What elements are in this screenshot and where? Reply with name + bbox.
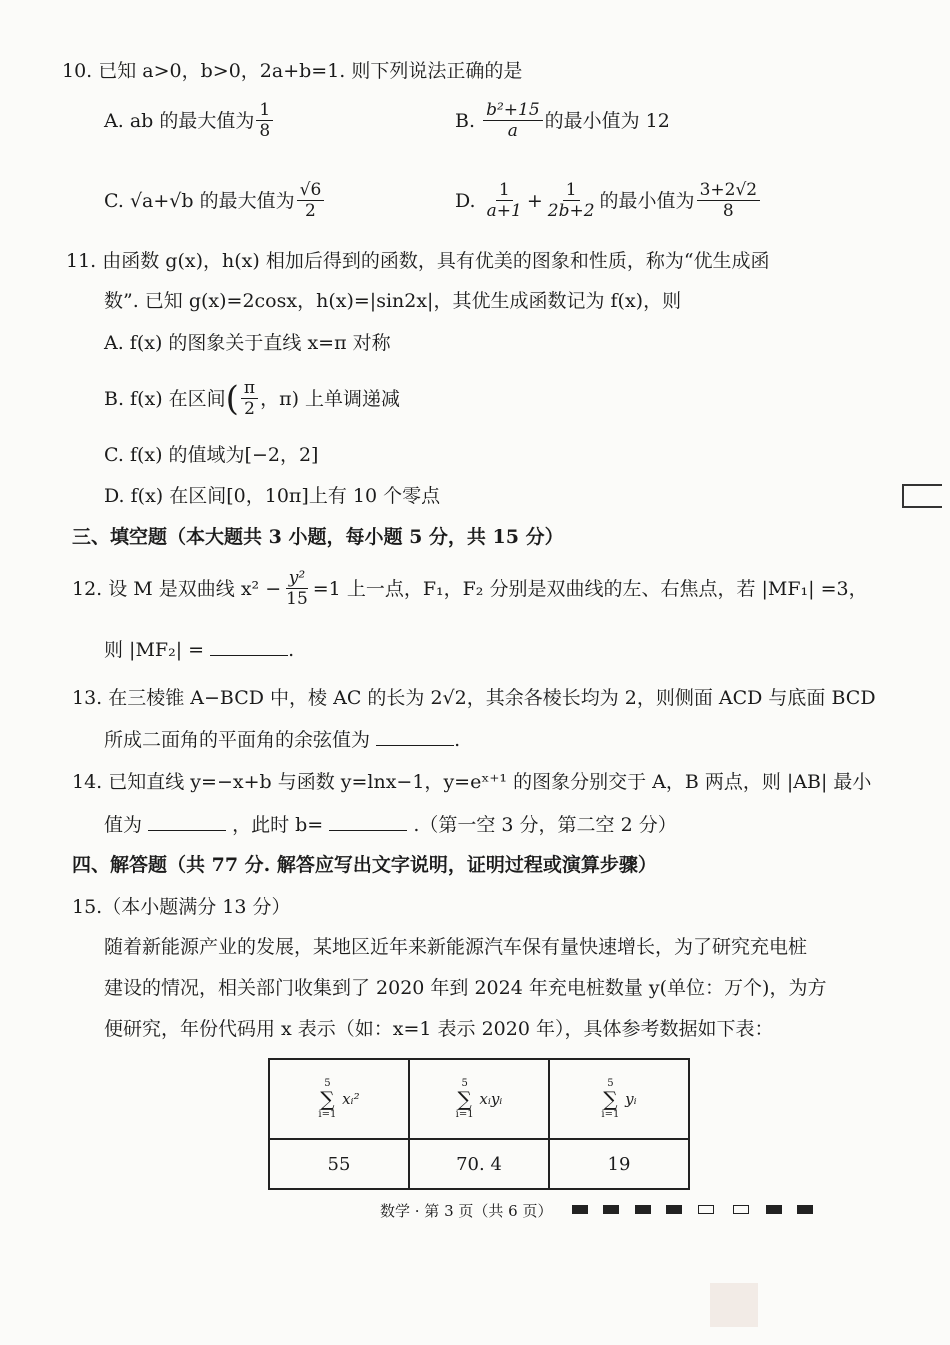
q10-stem: 10. 已知 a>0，b>0，2a+b=1. 则下列说法正确的是 (62, 60, 523, 82)
q13-line2 (104, 727, 460, 753)
period: . (288, 639, 295, 661)
q10-option-a (104, 100, 275, 141)
sum-expression: xᵢ² (342, 1090, 360, 1108)
q11-option-c: C. f(x) 的值域为[−2，2] (104, 444, 319, 466)
page-footer: 数学 · 第 3 页（共 6 页） (380, 1202, 553, 1220)
table-cell: 19 (549, 1139, 689, 1189)
q12-text: 12. 设 M 是双曲线 x² − (72, 577, 282, 600)
answer-blank (210, 637, 288, 656)
sum-sign (318, 1078, 336, 1120)
option-label: D. (455, 189, 476, 212)
sigma-icon: ∑ (457, 1087, 472, 1111)
q11-option-b (104, 378, 400, 419)
q10-option-d (455, 180, 762, 221)
numerator: 1 (496, 180, 513, 201)
option-text: B. f(x) 在区间 (104, 387, 226, 410)
table-header-cell (409, 1059, 549, 1139)
option-label: A. (104, 109, 124, 132)
filled-square-mark (666, 1205, 682, 1214)
sum-upper: 5 (324, 1078, 331, 1089)
sum-lower: i=1 (455, 1109, 474, 1120)
empty-square-mark (733, 1205, 749, 1214)
answer-blank (148, 812, 226, 831)
q11-option-d: D. f(x) 在区间[0，10π]上有 10 个零点 (104, 485, 441, 507)
fraction (283, 568, 311, 609)
filled-square-mark (766, 1205, 782, 1214)
sum-sign (456, 1078, 474, 1120)
table-header-row (269, 1059, 689, 1139)
option-label: B. (455, 109, 476, 132)
q13-line1: 13. 在三棱锥 A−BCD 中，棱 AC 的长为 2√2，其余各棱长均为 2，则侧面 ACD 与底面 BCD (72, 687, 876, 709)
sum-sign (601, 1078, 619, 1120)
q15-para-1: 随着新能源产业的发展，某地区近年来新能源汽车保有量快速增长，为了研究充电桩 (104, 936, 808, 958)
q15-head: 15.（本小题满分 13 分） (72, 896, 291, 918)
q11-option-a: A. f(x) 的图象关于直线 x=π 对称 (104, 332, 391, 354)
q12-line1 (72, 568, 868, 609)
q14-text: 值为 (104, 814, 143, 836)
sigma-icon: ∑ (320, 1087, 335, 1111)
answer-blank (329, 812, 407, 831)
filled-square-mark (797, 1205, 813, 1214)
fraction (697, 180, 761, 221)
denominator: 8 (722, 201, 734, 221)
numerator: 3+2√2 (697, 180, 761, 201)
denominator: 2 (244, 399, 255, 419)
sigma-icon: ∑ (603, 1087, 618, 1111)
table-cell: 70. 4 (409, 1139, 549, 1189)
sum-lower: i=1 (318, 1109, 337, 1120)
section-4-title: 四、解答题（共 77 分. 解答应写出文字说明，证明过程或演算步骤） (72, 854, 657, 876)
numerator: π (241, 378, 258, 399)
fraction (545, 180, 598, 221)
fraction (256, 100, 273, 141)
denominator: 2 (305, 201, 316, 221)
table-cell: 55 (269, 1139, 409, 1189)
option-text: ab 的最大值为 (129, 109, 255, 132)
sum-expression: yᵢ (625, 1090, 637, 1108)
numerator: 1 (256, 100, 273, 121)
numerator: 1 (563, 180, 580, 201)
numerator: b²+15 (483, 100, 543, 121)
option-text: 的最小值为 12 (544, 109, 670, 132)
filled-square-mark (635, 1205, 651, 1214)
table-row (269, 1139, 689, 1189)
margin-bracket-mark (902, 484, 942, 508)
q14-line2 (104, 812, 677, 838)
option-label: C. (104, 189, 124, 212)
scan-shade (710, 1283, 758, 1327)
q14-text: ，此时 b= (232, 814, 324, 836)
table-header-cell (269, 1059, 409, 1139)
fraction (483, 100, 543, 141)
q10-option-b (455, 100, 670, 141)
period: . (454, 729, 461, 751)
numerator: y² (286, 568, 308, 589)
section-3-title: 三、填空题（本大题共 3 小题，每小题 5 分，共 15 分） (72, 526, 564, 548)
q14-line1: 14. 已知直线 y=−x+b 与函数 y=lnx−1，y=eˣ⁺¹ 的图象分别交于 A，B 两点，则 |AB| 最小 (72, 771, 872, 793)
fraction (484, 180, 525, 221)
table-header-cell (549, 1059, 689, 1139)
numerator: √6 (297, 180, 325, 201)
denominator: a (507, 121, 518, 141)
q14-text: .（第一空 3 分，第二空 2 分） (413, 814, 677, 836)
q13-text: 所成二面角的平面角的余弦值为 (104, 729, 371, 751)
data-table (268, 1058, 690, 1190)
q15-para-3: 便研究，年份代码用 x 表示（如：x=1 表示 2020 年），具体参考数据如下表： (104, 1018, 774, 1040)
sum-upper: 5 (607, 1078, 614, 1089)
q12-text: =1 上一点，F₁，F₂ 分别是双曲线的左、右焦点，若 |MF₁| =3， (312, 577, 868, 600)
q10-option-c (104, 180, 326, 221)
denominator: 15 (286, 589, 308, 609)
option-text: √a+√b 的最大值为 (129, 189, 295, 212)
empty-square-mark (698, 1205, 714, 1214)
sum-lower: i=1 (601, 1109, 620, 1120)
open-paren: ( (225, 378, 239, 419)
q11-line1: 11. 由函数 g(x)，h(x) 相加后得到的函数，具有优美的图象和性质，称为“优生成函 (66, 250, 770, 272)
answer-blank (376, 727, 454, 746)
denominator: 2b+2 (547, 201, 595, 221)
fraction (241, 378, 258, 419)
q12-line2 (104, 637, 294, 663)
option-text: ，π) 上单调递减 (260, 387, 401, 410)
sum-upper: 5 (461, 1078, 468, 1089)
q11-line2: 数”. 已知 g(x)=2cosx，h(x)=|sin2x|，其优生成函数记为 f(x)，则 (104, 290, 682, 312)
plus-sign: + (526, 189, 543, 212)
filled-square-mark (572, 1205, 588, 1214)
fraction (297, 180, 325, 221)
sum-expression: xᵢyᵢ (479, 1090, 503, 1108)
denominator: 8 (259, 121, 271, 141)
denominator: a+1 (486, 201, 522, 221)
q12-text: 则 |MF₂| = (104, 639, 205, 661)
option-text: 的最小值为 (599, 189, 695, 212)
q15-para-2: 建设的情况，相关部门收集到了 2020 年到 2024 年充电桩数量 y(单位：万个)，为方 (104, 977, 827, 999)
filled-square-mark (603, 1205, 619, 1214)
